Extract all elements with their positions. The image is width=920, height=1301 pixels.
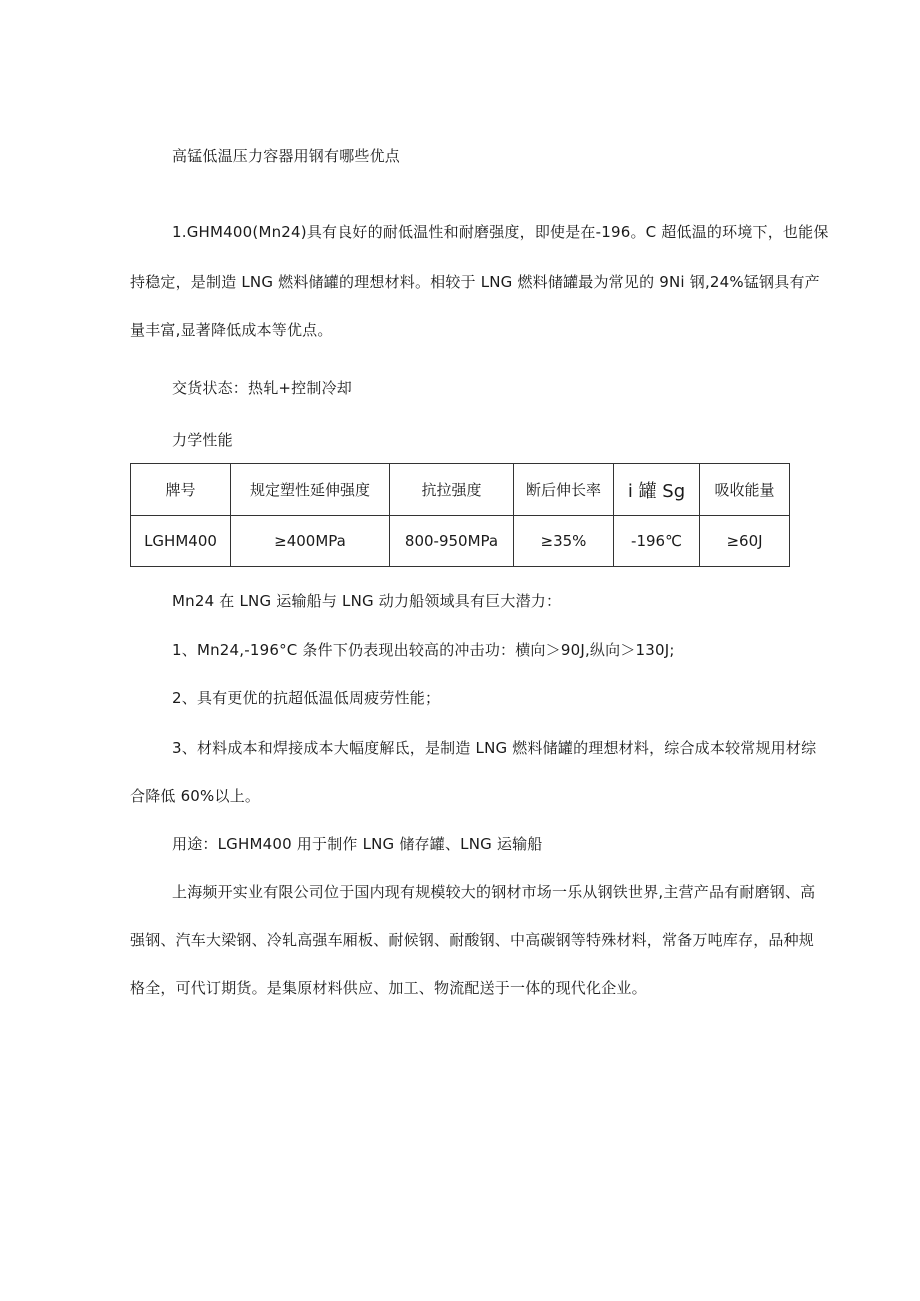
cell-elongation: ≥35%: [514, 516, 614, 567]
header-elongation: 断后伸长率: [514, 464, 614, 516]
list-item-3-line-2: 合降低 60%以上。: [130, 787, 261, 805]
company-paragraph-line-2: 强钢、汽车大梁钢、冷轧高强车厢板、耐候钢、耐酸钢、中高碳钢等特殊材料，常备万吨库存，品种规: [130, 931, 815, 949]
intro-paragraph-line-2: 持稳定，是制造 LNG 燃料储罐的理想材料。相较于 LNG 燃料储罐最为常见的 9Ni 钢,24%锰钢具有产: [130, 273, 820, 291]
cell-test-temperature: -196℃: [614, 516, 700, 567]
delivery-state: 交货状态：热轧+控制冷却: [172, 379, 352, 397]
cell-tensile-strength: 800-950MPa: [390, 516, 514, 567]
company-paragraph-line-1: 上海频开实业有限公司位于国内现有规模较大的钢材市场一乐从钢铁世界,主营产品有耐磨钢、高: [172, 883, 816, 901]
list-item-2: 2、具有更优的抗超低温低周疲劳性能；: [172, 689, 441, 707]
intro-paragraph-line-1: 1.GHM400(Mn24)具有良好的耐低温性和耐磨强度，即使是在-196。C 超低温的环境下，也能保: [172, 223, 829, 241]
cell-yield-strength: ≥400MPa: [231, 516, 390, 567]
intro-paragraph-line-3: 量丰富,显著降低成本等优点。: [130, 321, 333, 339]
potential-statement: Mn24 在 LNG 运输船与 LNG 动力船领域具有巨大潜力：: [172, 592, 562, 610]
header-grade: 牌号: [131, 464, 231, 516]
header-absorbed-energy: 吸收能量: [700, 464, 790, 516]
table-header-row: [131, 464, 790, 516]
header-tensile-strength: 抗拉强度: [390, 464, 514, 516]
header-test-temperature: i 罐 Sg: [614, 464, 700, 516]
list-item-1: 1、Mn24,-196°C 条件下仍表现出较高的冲击功：横向＞90J,纵向＞130J;: [172, 641, 675, 659]
table-row: [131, 516, 790, 567]
cell-grade: LGHM400: [131, 516, 231, 567]
cell-absorbed-energy: ≥60J: [700, 516, 790, 567]
document-title: 高锰低温压力容器用钢有哪些优点: [172, 147, 401, 165]
header-yield-strength: 规定塑性延伸强度: [231, 464, 390, 516]
company-paragraph-line-3: 格全，可代订期货。是集原材料供应、加工、物流配送于一体的现代化企业。: [130, 979, 647, 997]
usage-statement: 用途：LGHM400 用于制作 LNG 储存罐、LNG 运输船: [172, 835, 543, 853]
list-item-3-line-1: 3、材料成本和焊接成本大幅度解氐，是制造 LNG 燃料储罐的理想材料，综合成本较常规用材综: [172, 739, 817, 757]
mechanical-properties-label: 力学性能: [172, 431, 233, 449]
mechanical-properties-table: [130, 463, 790, 567]
